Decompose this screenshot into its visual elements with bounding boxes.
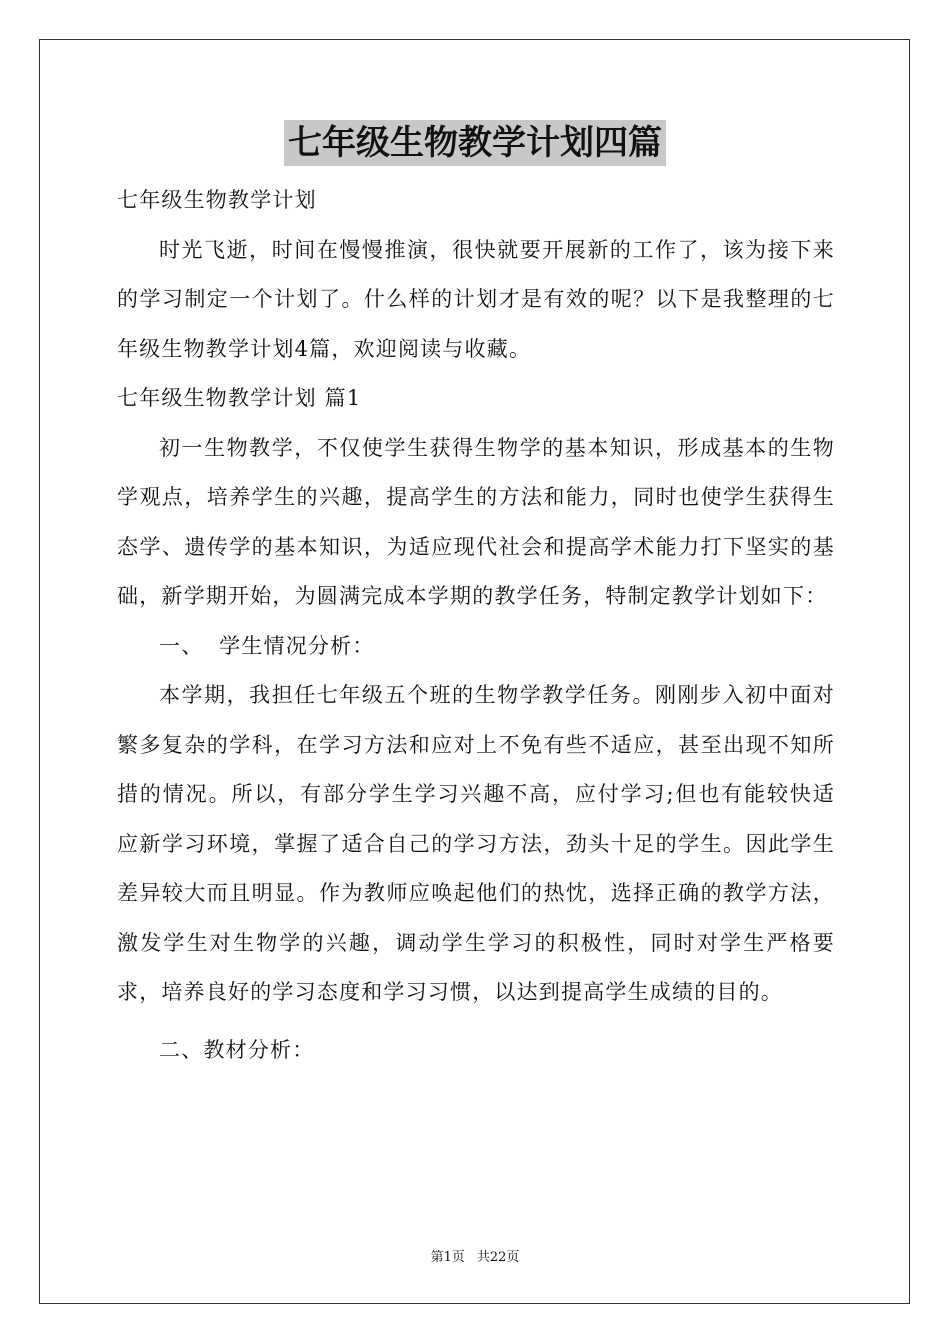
title-container [0,120,950,166]
item-heading-1: 一、 学生情况分析： [159,633,375,658]
section1-paragraph-1: 初一生物教学，不仅使学生获得生物学的基本知识，形成基本的生物学观点，培养学生的兴趣，提高学生的方法和能力，同时也使学生获得生态学、遗传学的基本知识，为适应现代社会和提高学术能力打下坚实的基础，新学期开始，为圆满完成本学期的教学任务，特制定教学计划如下： [117,435,835,608]
section1-paragraph-2: 本学期，我担任七年级五个班的生物学教学任务。刚刚步入初中面对繁多复杂的学科，在学习方法和应对上不免有些不适应，甚至出现不知所措的情况。所以，有部分学生学习兴趣不高，应付学习;但也有能较快适应新学习环境，掌握了适合自己的学习方法，劲头十足的学生。因此学生差异较大而且明显。作为教师应唤起他们的热忱，选择正确的教学方法，激发学生对生物学的兴趣，调动学生学习的积极性，同时对学生严格要求，培养良好的学习态度和学习习惯，以达到提高学生成绩的目的。 [117,683,835,1004]
document-subtitle: 七年级生物教学计划 [117,188,317,212]
page-number: 第1页 [430,1250,465,1265]
section-heading-1: 七年级生物教学计划 篇1 [117,386,362,410]
page-total: 共22页 [476,1250,520,1265]
document-body [117,176,835,1075]
intro-paragraph: 时光飞逝，时间在慢慢推演，很快就要开展新的工作了，该为接下来的学习制定一个计划了。什么样的计划才是有效的呢？以下是我整理的七年级生物教学计划4篇，欢迎阅读与收藏。 [117,237,835,361]
spacer [117,1018,835,1026]
item-heading-2: 二、教材分析： [159,1037,315,1062]
page-footer [0,1246,950,1265]
document-title: 七年级生物教学计划四篇 [284,120,666,166]
